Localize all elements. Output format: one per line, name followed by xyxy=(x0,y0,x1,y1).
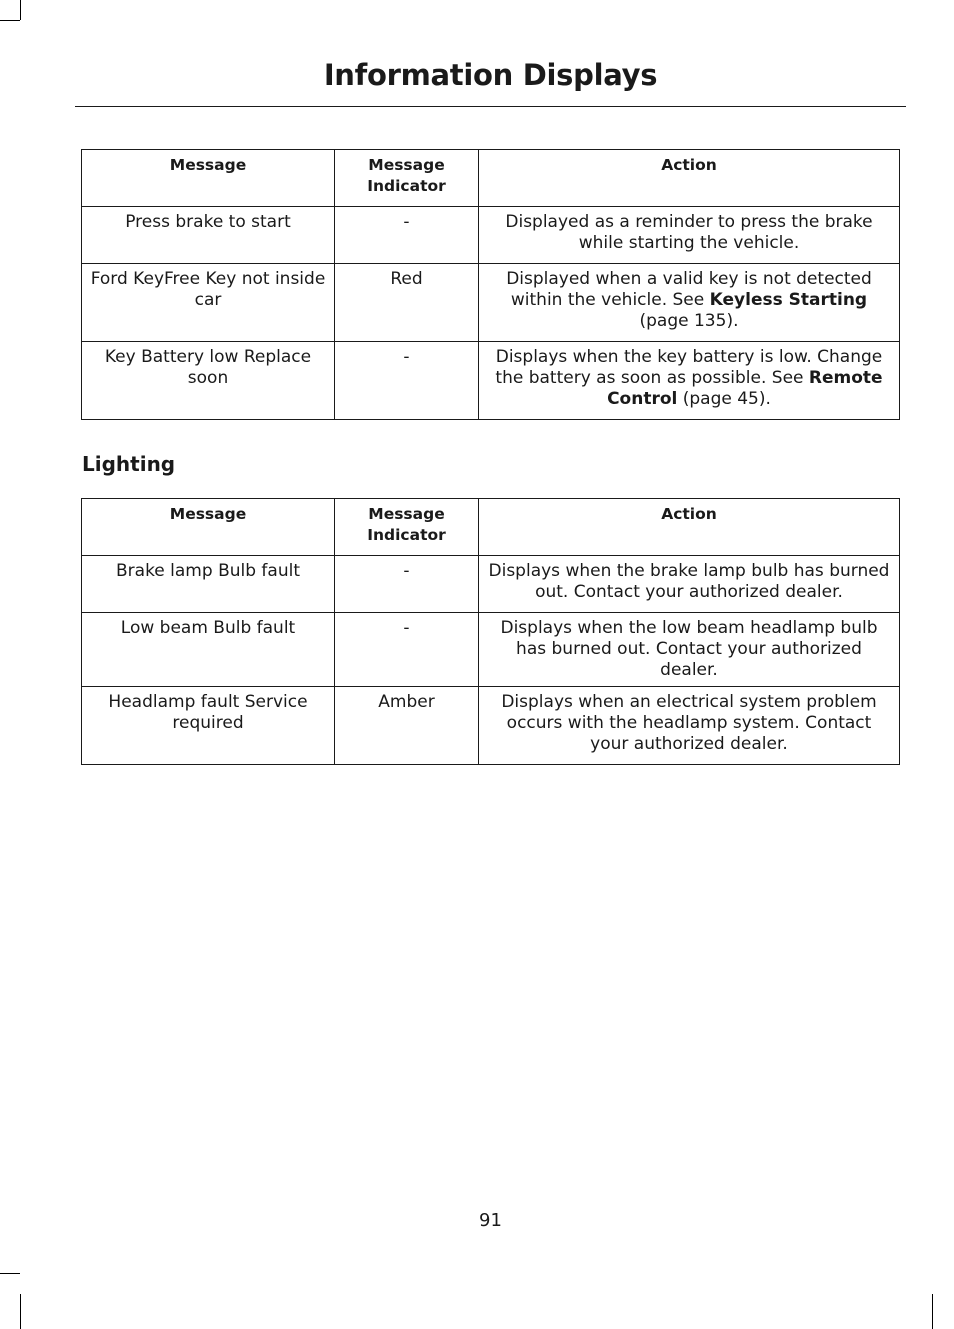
crop-mark xyxy=(20,1294,21,1329)
message-cell: Headlamp fault Service required xyxy=(82,687,335,765)
table-row xyxy=(82,687,900,765)
page-reference: (page 45). xyxy=(677,389,771,409)
header-message: Message xyxy=(82,499,335,556)
indicator-cell: - xyxy=(335,342,479,420)
table-row xyxy=(82,207,900,264)
message-cell: Low beam Bulb fault xyxy=(82,613,335,687)
cross-reference-link[interactable]: Keyless Starting xyxy=(709,290,868,310)
cross-reference-link[interactable]: Remote Control xyxy=(607,368,883,409)
header-action: Action xyxy=(479,150,900,207)
header-message: Message xyxy=(82,150,335,207)
message-cell: Brake lamp Bulb fault xyxy=(82,556,335,613)
table-row xyxy=(82,264,900,342)
crop-mark xyxy=(20,0,21,20)
action-cell xyxy=(479,264,900,342)
lighting-table xyxy=(81,498,900,765)
title-divider xyxy=(75,106,906,107)
crop-mark xyxy=(0,1273,20,1274)
action-cell: Displays when the brake lamp bulb has burned out. Contact your authorized dealer. xyxy=(479,556,900,613)
action-text: Displays when the key battery is low. Change the battery as soon as possible. See xyxy=(495,347,883,388)
action-text: Displayed when a valid key is not detected within the vehicle. See xyxy=(506,269,872,310)
page-number: 91 xyxy=(479,1210,502,1231)
page-title: Information Displays xyxy=(323,58,658,92)
action-cell xyxy=(479,207,900,264)
action-cell xyxy=(479,342,900,420)
header-indicator: Message Indicator xyxy=(335,150,479,207)
crop-mark xyxy=(932,1294,933,1329)
table-header-row xyxy=(82,499,900,556)
header-indicator: Message Indicator xyxy=(335,499,479,556)
crop-mark xyxy=(0,20,20,21)
header-action: Action xyxy=(479,499,900,556)
page-reference: (page 135). xyxy=(639,311,739,331)
message-cell: Press brake to start xyxy=(82,207,335,264)
messages-table xyxy=(81,149,900,420)
section-heading-lighting: Lighting xyxy=(82,452,176,476)
table-row xyxy=(82,556,900,613)
table-header-row xyxy=(82,150,900,207)
indicator-cell: - xyxy=(335,207,479,264)
action-cell: Displays when the low beam headlamp bulb has burned out. Contact your authorized dealer. xyxy=(479,613,900,687)
indicator-cell: - xyxy=(335,613,479,687)
indicator-cell: Amber xyxy=(335,687,479,765)
action-cell: Displays when an electrical system problem occurs with the headlamp system. Contact your authorized dealer. xyxy=(479,687,900,765)
indicator-cell: - xyxy=(335,556,479,613)
table-row xyxy=(82,613,900,687)
indicator-cell: Red xyxy=(335,264,479,342)
action-text: Displayed as a reminder to press the brake while starting the vehicle. xyxy=(505,212,873,253)
message-cell: Ford KeyFree Key not inside car xyxy=(82,264,335,342)
table-row xyxy=(82,342,900,420)
message-cell: Key Battery low Replace soon xyxy=(82,342,335,420)
